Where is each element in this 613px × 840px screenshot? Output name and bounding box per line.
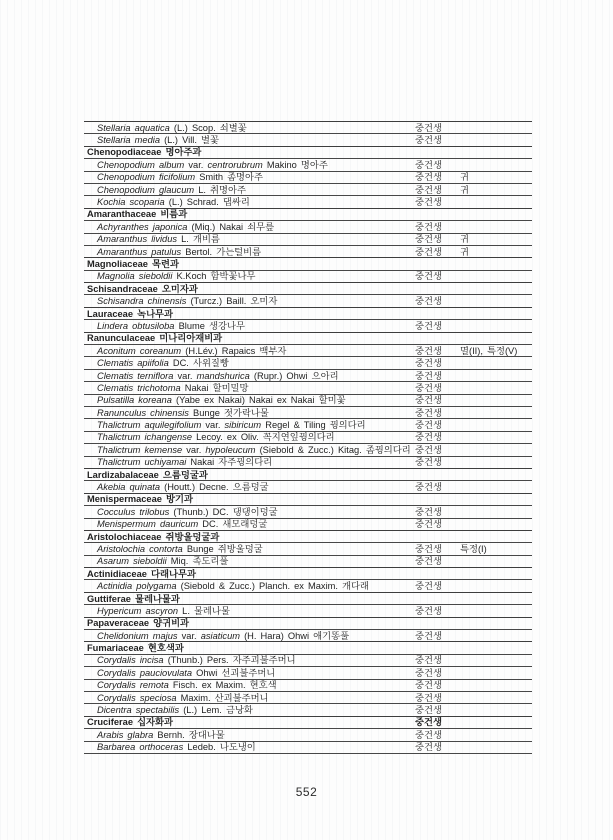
species-name: Kochia scoparia (L.) Schrad. 댑싸리 [97, 197, 250, 208]
habitat-value: 중건생 [415, 667, 442, 678]
species-row [84, 370, 532, 382]
species-row [84, 221, 532, 233]
habitat-value: 중건생 [415, 506, 442, 517]
species-name: Chenopodium ficifolium Smith 좀명아주 [97, 172, 263, 183]
species-row [84, 382, 532, 394]
habitat-value: 중건생 [415, 432, 442, 443]
habitat-value: 중건생 [415, 630, 442, 641]
species-name: Clematis terniflora var. mandshurica (Rupr.) Ohwi 으아리 [97, 370, 339, 381]
habitat-value: 중건생 [415, 692, 442, 703]
family-name: Fumariaceae 현호색과 [87, 643, 184, 654]
species-name: Chenopodium album var. centrorubrum Makino 명아주 [97, 159, 328, 170]
species-name: Arabis glabra Bernh. 장대나물 [97, 729, 225, 740]
family-row [84, 568, 532, 580]
species-row [84, 667, 532, 679]
family-name: Amaranthaceae 비름과 [87, 209, 188, 220]
habitat-value: 중건생 [415, 370, 442, 381]
designation-note: 멸(II), 특정(V) [460, 345, 518, 356]
species-name: Amaranthus patulus Bertol. 가는털비름 [97, 246, 262, 257]
family-row [84, 258, 532, 270]
habitat-value: 중건생 [415, 382, 442, 393]
species-name: Magnolia sieboldii K.Koch 함박꽃나무 [97, 271, 256, 282]
species-row [84, 357, 532, 369]
habitat-value: 중건생 [415, 184, 442, 195]
habitat-value: 중건생 [415, 345, 442, 356]
species-row [84, 184, 532, 196]
species-row [84, 692, 532, 704]
habitat-value: 중건생 [415, 655, 442, 666]
habitat-value: 중건생 [415, 197, 442, 208]
designation-note: 귀 [460, 172, 469, 183]
family-row [84, 531, 532, 543]
species-name: Chenopodium glaucum L. 취명아주 [97, 184, 246, 195]
species-name: Stellaria media (L.) Vill. 별꽃 [97, 135, 219, 146]
habitat-value: 중건생 [415, 159, 442, 170]
species-row [84, 481, 532, 493]
habitat-value: 중건생 [415, 407, 442, 418]
species-row [84, 407, 532, 419]
species-row [84, 271, 532, 283]
species-row [84, 519, 532, 531]
species-name: Stellaria aquatica (L.) Scop. 쇠별꽃 [97, 122, 247, 133]
family-name: Aristolochiaceae 쥐방울덩굴과 [87, 531, 220, 542]
species-row [84, 295, 532, 307]
species-row [84, 742, 532, 754]
species-name: Corydalis speciosa Maxim. 산괴불주머니 [97, 692, 269, 703]
species-row [84, 580, 532, 592]
habitat-value: 중건생 [415, 135, 442, 146]
species-name: Achyranthes japonica (Miq.) Nakai 쇠무릎 [97, 221, 275, 232]
family-name: Guttiferae 물레나물과 [87, 593, 180, 604]
habitat-value: 중건생 [415, 457, 442, 468]
species-table [84, 121, 532, 754]
species-name: Menispermum dauricum DC. 새모래덩굴 [97, 519, 268, 530]
family-row [84, 147, 532, 159]
family-name: Chenopodiaceae 명아주과 [87, 147, 202, 158]
designation-note: 귀 [460, 246, 469, 257]
species-name: Aristolochia contorta Bunge 쥐방울덩굴 [97, 543, 263, 554]
family-name: Menispermaceae 방기과 [87, 494, 193, 505]
habitat-value: 중건생 [415, 680, 442, 691]
habitat-value: 중건생 [415, 717, 442, 728]
species-row [84, 234, 532, 246]
family-name: Papaveraceae 양귀비과 [87, 618, 190, 629]
habitat-value: 중건생 [415, 605, 442, 616]
habitat-value: 중건생 [415, 358, 442, 369]
family-name: Magnoliaceae 목련과 [87, 258, 179, 269]
species-row [84, 457, 532, 469]
species-name: Schisandra chinensis (Turcz.) Baill. 오미자 [97, 296, 278, 307]
species-row [84, 680, 532, 692]
species-row [84, 345, 532, 357]
family-row [84, 593, 532, 605]
habitat-value: 중건생 [415, 296, 442, 307]
habitat-value: 중건생 [415, 556, 442, 567]
habitat-value: 중건생 [415, 122, 442, 133]
species-name: Actinidia polygama (Siebold & Zucc.) Planch. ex Maxim. 개다래 [97, 581, 369, 592]
habitat-value: 중건생 [415, 742, 442, 753]
species-row [84, 246, 532, 258]
family-name: Lardizabalaceae 으름덩굴과 [87, 469, 208, 480]
species-name: Thalictrum ichangense Lecoy. ex Oliv. 꼭지연잎꿩의다리 [97, 432, 335, 443]
species-name: Barbarea orthoceras Ledeb. 나도냉이 [97, 742, 256, 753]
family-row [84, 283, 532, 295]
species-name: Corydalis pauciovulata Ohwi 선괴불주머니 [97, 667, 276, 678]
species-row [84, 543, 532, 555]
species-row [84, 419, 532, 431]
family-row [84, 618, 532, 630]
species-row [84, 172, 532, 184]
species-name: Hypericum ascyron L. 물레나물 [97, 605, 230, 616]
family-row [84, 642, 532, 654]
designation-note: 귀 [460, 184, 469, 195]
species-name: Lindera obtusiloba Blume 생강나무 [97, 320, 245, 331]
habitat-value: 중건생 [415, 234, 442, 245]
species-row [84, 159, 532, 171]
species-name: Ranunculus chinensis Bunge 젓가락나물 [97, 407, 269, 418]
species-name: Aconitum coreanum (H.Lév.) Rapaics 백부자 [97, 345, 287, 356]
species-row [84, 506, 532, 518]
species-name: Chelidonium majus var. asiaticum (H. Hara) Ohwi 애기똥풀 [97, 630, 350, 641]
species-name: Clematis trichotoma Nakai 할미밀망 [97, 382, 249, 393]
species-name: Clematis apiifolia DC. 사위질빵 [97, 358, 229, 369]
family-row [84, 494, 532, 506]
habitat-value: 중건생 [415, 444, 442, 455]
species-row [84, 655, 532, 667]
habitat-value: 중건생 [415, 581, 442, 592]
species-name: Pulsatilla koreana (Yabe ex Nakai) Nakai ex Nakai 할미꽃 [97, 395, 346, 406]
habitat-value: 중건생 [415, 482, 442, 493]
species-row [84, 134, 532, 146]
species-name: Dicentra spectabilis (L.) Lem. 금낭화 [97, 705, 253, 716]
family-row [84, 308, 532, 320]
family-name: Schisandraceae 오미자과 [87, 283, 198, 294]
page-number: 552 [295, 785, 318, 799]
species-name: Akebia quinata (Houtt.) Decne. 으름덩굴 [97, 482, 269, 493]
family-name: Cruciferae 십자화과 [87, 717, 173, 728]
species-row [84, 320, 532, 332]
habitat-value: 중건생 [415, 271, 442, 282]
family-row [84, 333, 532, 345]
habitat-value: 중건생 [415, 705, 442, 716]
species-name: Thalictrum kemense var. hypoleucum (Siebold & Zucc.) Kitag. 좀꿩의다리 [97, 444, 411, 455]
family-name: Actinidiaceae 다래나무과 [87, 568, 196, 579]
species-row [84, 122, 532, 134]
habitat-value: 중건생 [415, 221, 442, 232]
habitat-value: 중건생 [415, 172, 442, 183]
species-row [84, 395, 532, 407]
habitat-value: 중건생 [415, 519, 442, 530]
family-name: Ranunculaceae 미나리아재비과 [87, 333, 223, 344]
species-row [84, 729, 532, 741]
habitat-value: 중건생 [415, 320, 442, 331]
species-name: Cocculus trilobus (Thunb.) DC. 댕댕이덩굴 [97, 506, 278, 517]
habitat-value: 중건생 [415, 395, 442, 406]
species-name: Corydalis incisa (Thunb.) Pers. 자주괴불주머니 [97, 655, 296, 666]
species-row [84, 556, 532, 568]
species-name: Thalictrum uchiyamai Nakai 자주꿩의다리 [97, 457, 273, 468]
species-row [84, 432, 532, 444]
species-name: Amaranthus lividus L. 개비름 [97, 234, 220, 245]
habitat-value: 중건생 [415, 729, 442, 740]
species-row [84, 630, 532, 642]
species-name: Corydalis remota Fisch. ex Maxim. 현호색 [97, 680, 277, 691]
species-row [84, 444, 532, 456]
habitat-value: 중건생 [415, 420, 442, 431]
species-row [84, 196, 532, 208]
species-row [84, 605, 532, 617]
habitat-value: 중건생 [415, 246, 442, 257]
species-row [84, 704, 532, 716]
family-name: Lauraceae 녹나무과 [87, 308, 174, 319]
species-name: Asarum sieboldii Miq. 족도리풀 [97, 556, 229, 567]
designation-note: 특정(I) [460, 543, 487, 554]
habitat-value: 중건생 [415, 543, 442, 554]
family-row [84, 209, 532, 221]
designation-note: 귀 [460, 234, 469, 245]
species-name: Thalictrum aquilegifolium var. sibiricum Regel & Tiling 꿩의다리 [97, 420, 366, 431]
family-row [84, 717, 532, 729]
family-row [84, 469, 532, 481]
